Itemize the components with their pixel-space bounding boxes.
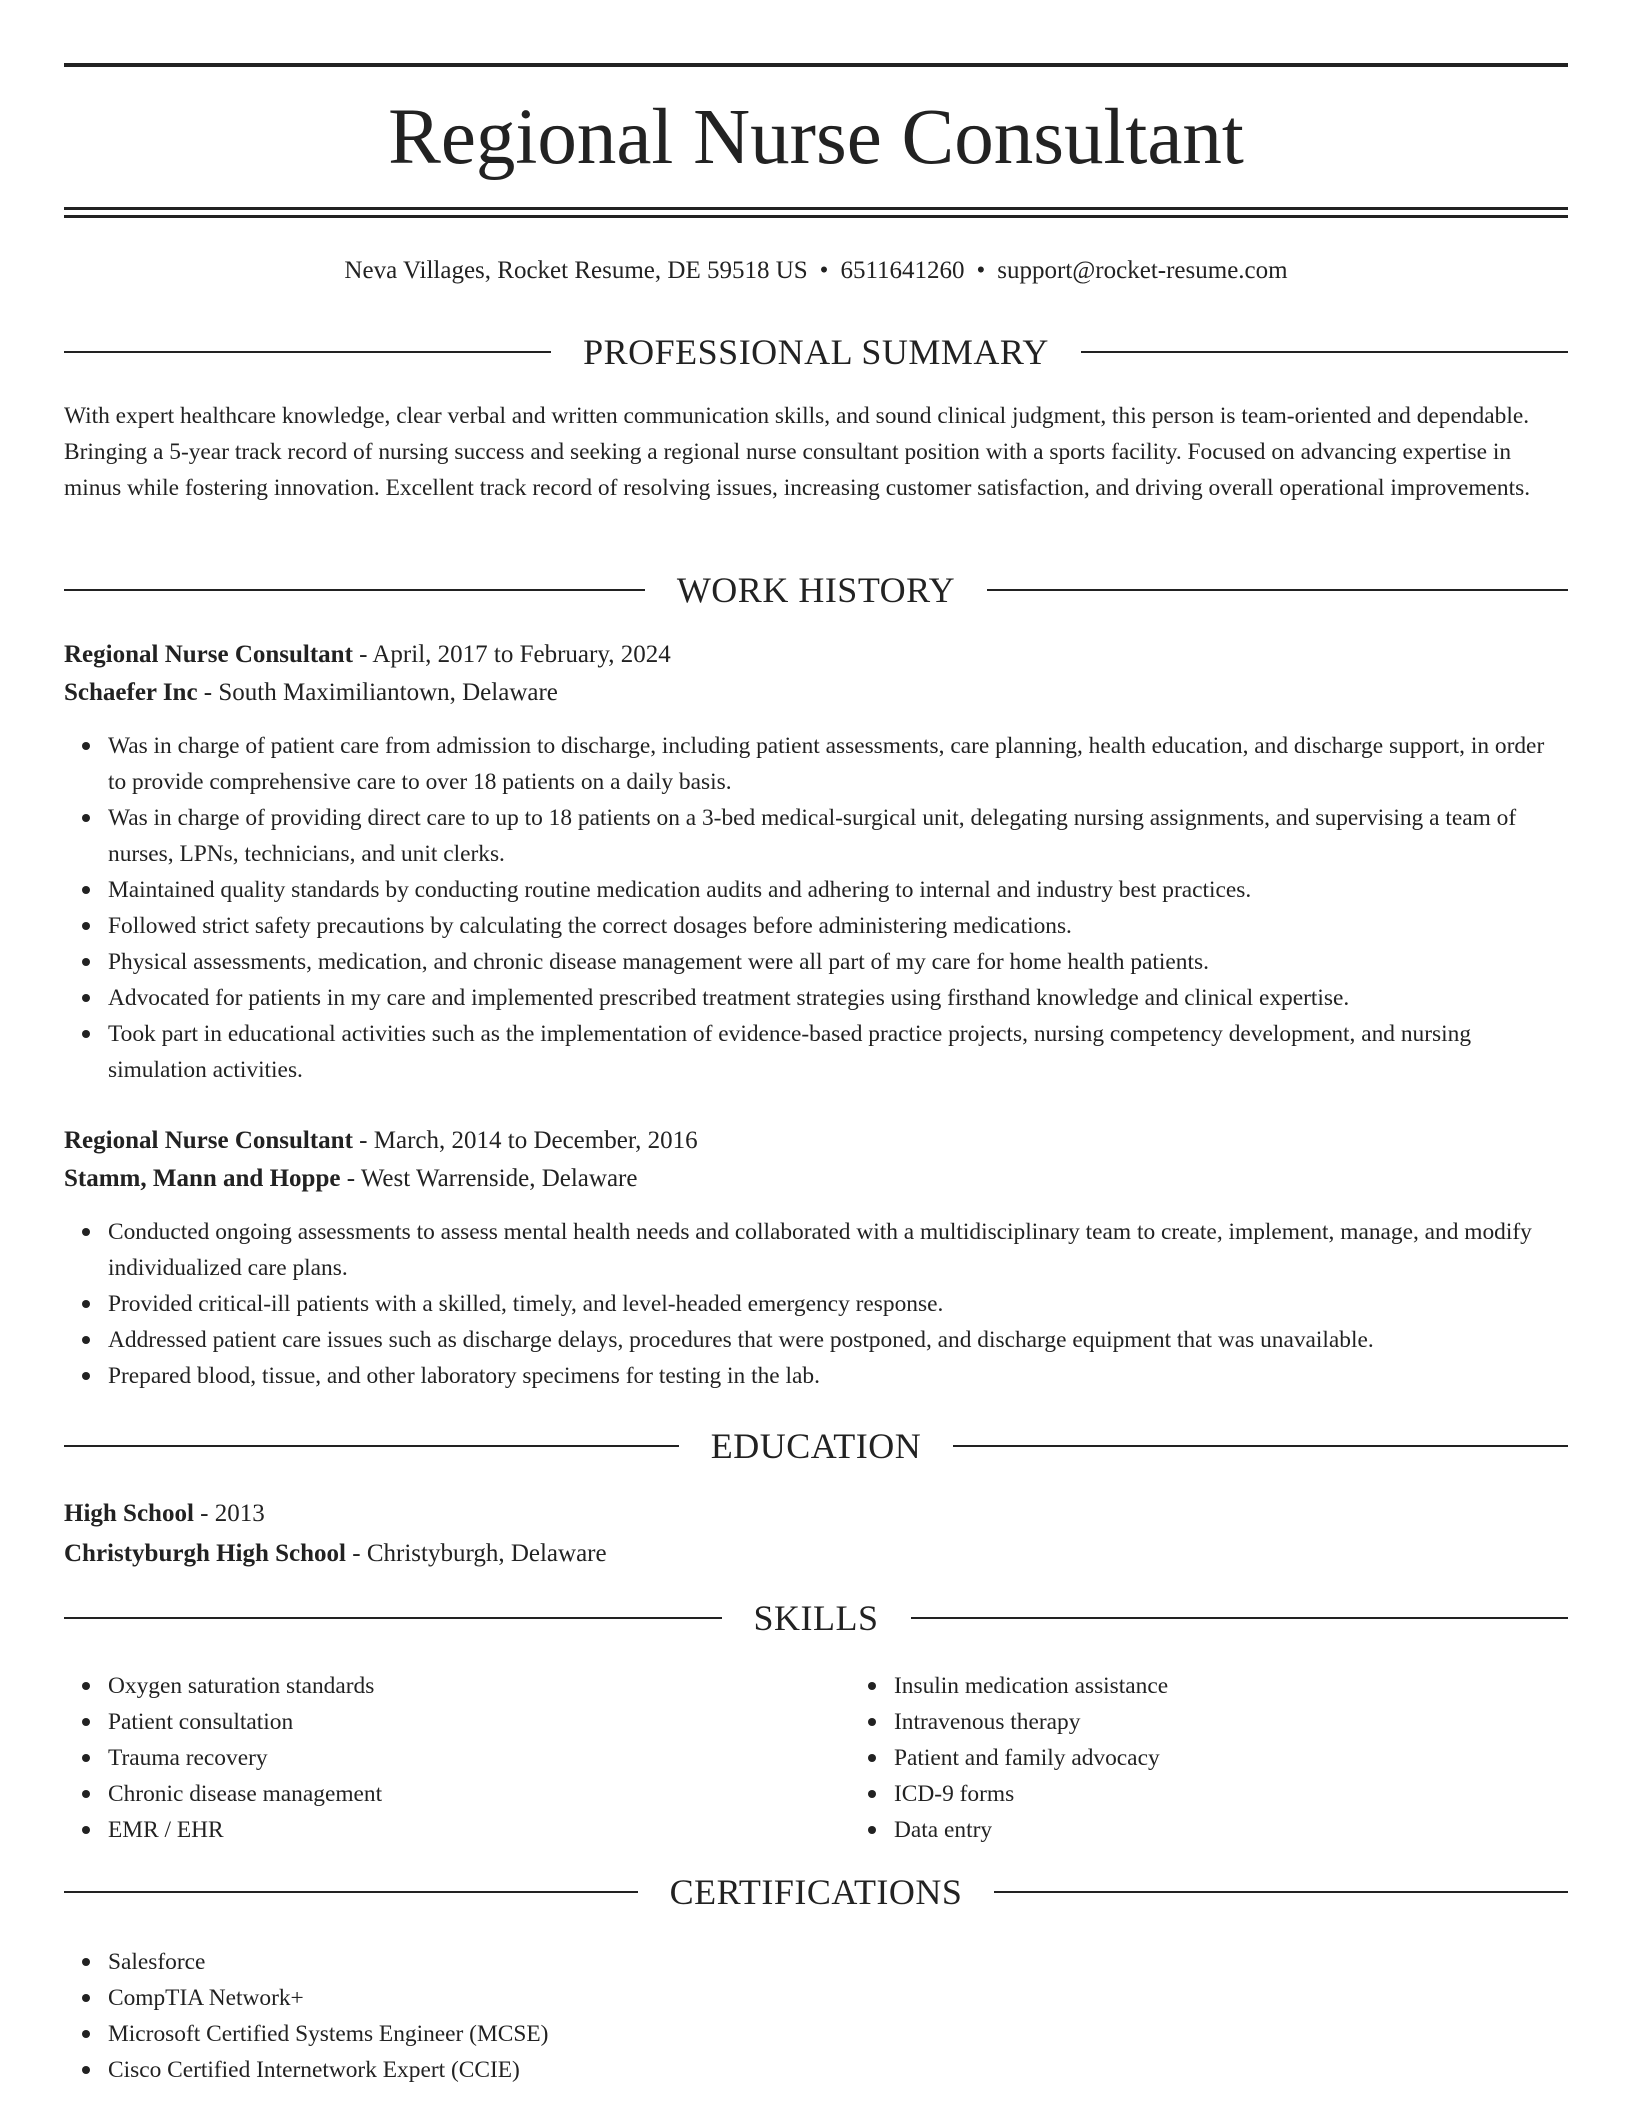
job-location: - South Maximiliantown, Delaware <box>197 679 558 706</box>
list-item: Conducted ongoing assessments to assess mental health needs and collaborated with a multidisciplinary team to create, implement, manage, and modify individualized care plans. <box>108 1214 1568 1286</box>
job-dates: - April, 2017 to February, 2024 <box>352 641 671 668</box>
list-item: Patient consultation <box>108 1704 850 1740</box>
divider <box>64 1445 679 1447</box>
list-item: Cisco Certified Internetwork Expert (CCIE) <box>108 2052 1568 2088</box>
job-title-line <box>64 1122 1568 1160</box>
summary-body <box>64 398 1568 506</box>
header-top-rule <box>64 63 1568 67</box>
section-title: CERTIFICATIONS <box>669 1872 963 1912</box>
list-item: Advocated for patients in my care and implemented prescribed treatment strategies using firsthand knowledge and clinical expertise. <box>108 980 1568 1016</box>
list-item: Chronic disease management <box>108 1776 850 1812</box>
divider <box>64 589 645 591</box>
list-item: ICD-9 forms <box>894 1776 1632 1812</box>
work-section-heading <box>64 568 1568 612</box>
list-item: Insulin medication assistance <box>894 1668 1632 1704</box>
certifications-list <box>64 1944 1568 2088</box>
skills-section-heading <box>64 1596 1568 1640</box>
list-item: Patient and family advocacy <box>894 1740 1632 1776</box>
certifications-section-heading <box>64 1870 1568 1914</box>
header-rule-upper <box>64 207 1568 210</box>
summary-section-heading <box>64 330 1568 374</box>
education-degree-line <box>64 1494 1568 1534</box>
section-title: EDUCATION <box>710 1426 922 1466</box>
job-location: - West Warrenside, Delaware <box>340 1165 638 1192</box>
list-item: Physical assessments, medication, and chronic disease management were all part of my care for home health patients. <box>108 944 1568 980</box>
job-company-line <box>64 1160 1568 1198</box>
section-title: SKILLS <box>753 1598 879 1638</box>
section-title: PROFESSIONAL SUMMARY <box>583 332 1049 372</box>
divider <box>64 1891 638 1893</box>
divider <box>953 1445 1568 1447</box>
job-company: Stamm, Mann and Hoppe <box>64 1165 341 1192</box>
job-company: Schaefer Inc <box>64 679 198 706</box>
candidate-name: Regional Nurse Consultant <box>388 94 1244 181</box>
job-company-line <box>64 674 1568 712</box>
education-section-heading <box>64 1424 1568 1468</box>
education-entry <box>64 1494 1568 1574</box>
divider <box>994 1891 1568 1893</box>
list-item: Addressed patient care issues such as discharge delays, procedures that were postponed, and discharge equipment that was unavailable. <box>108 1322 1568 1358</box>
list-item: Maintained quality standards by conducting routine medication audits and adhering to internal and industry best practices. <box>108 872 1568 908</box>
job-title-line <box>64 636 1568 674</box>
education-year: - 2013 <box>193 1500 265 1527</box>
list-item: CompTIA Network+ <box>108 1980 1568 2016</box>
contact-line <box>64 254 1568 288</box>
list-item: Microsoft Certified Systems Engineer (MCSE) <box>108 2016 1568 2052</box>
skills-column-left <box>64 1668 850 1848</box>
skills-column-right <box>850 1668 1632 1848</box>
education-school: Christyburgh High School <box>64 1540 347 1567</box>
certifications-items <box>64 1944 1568 2088</box>
section-title: WORK HISTORY <box>676 570 956 610</box>
list-item: Followed strict safety precautions by calculating the correct dosages before administering medications. <box>108 908 1568 944</box>
contact-phone: 6511641260 <box>840 257 965 284</box>
education-location: - Christyburgh, Delaware <box>346 1540 607 1567</box>
divider <box>911 1617 1569 1619</box>
list-item: Data entry <box>894 1812 1632 1848</box>
contact-separator: • <box>976 257 986 284</box>
divider <box>64 1617 722 1619</box>
job-title: Regional Nurse Consultant <box>64 641 353 668</box>
list-item: Trauma recovery <box>108 1740 850 1776</box>
list-item: Prepared blood, tissue, and other laboratory specimens for testing in the lab. <box>108 1358 1568 1394</box>
list-item: Intravenous therapy <box>894 1704 1632 1740</box>
list-item: Took part in educational activities such as the implementation of evidence-based practice projects, nursing competency development, and nursing simulation activities. <box>108 1016 1568 1088</box>
list-item: Oxygen saturation standards <box>108 1668 850 1704</box>
job-dates: - March, 2014 to December, 2016 <box>352 1127 698 1154</box>
list-item: Was in charge of patient care from admission to discharge, including patient assessments, care planning, health education, and discharge support, in order to provide comprehensive care to over 18 patients on a daily basis. <box>108 728 1568 800</box>
contact-address: Neva Villages, Rocket Resume, DE 59518 US <box>344 257 808 284</box>
contact-separator: • <box>819 257 829 284</box>
job-entry <box>64 1122 1568 1394</box>
divider <box>987 589 1568 591</box>
job-bullets <box>64 1214 1568 1394</box>
job-bullets <box>64 728 1568 1088</box>
education-school-line <box>64 1534 1568 1574</box>
education-degree: High School <box>64 1500 194 1527</box>
job-entry <box>64 636 1568 1088</box>
contact-email: support@rocket-resume.com <box>997 257 1288 284</box>
job-title: Regional Nurse Consultant <box>64 1127 353 1154</box>
skills-list <box>64 1668 1568 1848</box>
header-rule-lower <box>64 215 1568 218</box>
list-item: EMR / EHR <box>108 1812 850 1848</box>
divider <box>1081 351 1568 353</box>
summary-text: With expert healthcare knowledge, clear verbal and written communication skills, and sound clinical judgment, this person is team-oriented and dependable. Bringing a 5-year track record of nursing success and seeking a regional nurse consultant position with a sports facility. Focused on advancing expertise in minus while fostering innovation. Excellent track record of resolving issues, increasing customer satisfaction, and driving overall operational improvements. <box>64 403 1531 501</box>
list-item: Provided critical-ill patients with a skilled, timely, and level-headed emergency response. <box>108 1286 1568 1322</box>
divider <box>64 351 551 353</box>
list-item: Was in charge of providing direct care to up to 18 patients on a 3-bed medical-surgical unit, delegating nursing assignments, and supervising a team of nurses, LPNs, technicians, and unit clerks. <box>108 800 1568 872</box>
list-item: Salesforce <box>108 1944 1568 1980</box>
